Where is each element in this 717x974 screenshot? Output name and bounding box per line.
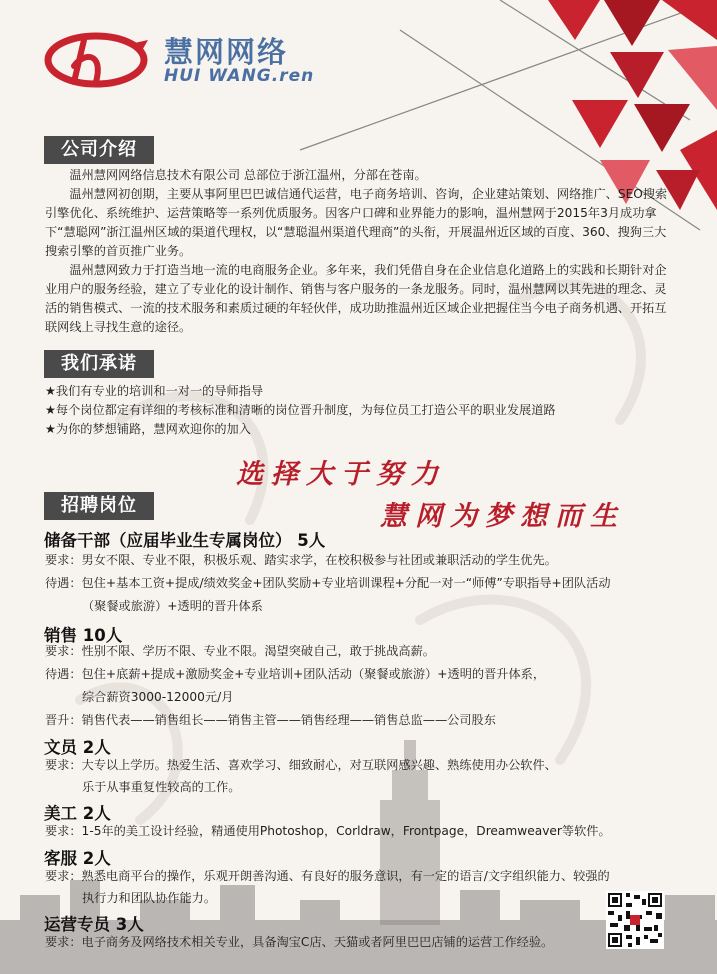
job-sales-requirement: 要求：性别不限、学历不限、专业不限。渴望突破自己，敢于挑战高薪。	[45, 644, 435, 658]
job-title-clerk: 文员 2人	[44, 738, 111, 757]
job-title-sales: 销售 10人	[44, 626, 123, 645]
promise-item-1: ★我们有专业的培训和一对一的导师指导	[45, 384, 264, 398]
job-clerk-requirement-1: 要求：大专以上学历。热爱生活、喜欢学习、细致耐心，对互联网感兴趣、熟练使用办公软件、	[45, 758, 557, 772]
job-reserve-requirement: 要求：男女不限、专业不限，积极乐观、踏实求学，在校积极参与社团或兼职活动的学生优先。	[45, 553, 557, 567]
slogan-line-2: 慧网为梦想而生	[380, 501, 625, 532]
slogan-line-1: 选择大于努力	[236, 459, 446, 490]
job-title-designer: 美工 2人	[44, 804, 111, 823]
intro-text	[45, 166, 675, 337]
job-service-requirement-2: 执行力和团队协作能力。	[82, 891, 217, 905]
job-sales-promotion: 晋升：销售代表——销售组长——销售主管——销售经理——销售总监——公司股东	[45, 713, 496, 727]
job-clerk-requirement-2: 乐于从事重复性较高的工作。	[82, 780, 241, 794]
promise-item-2: ★每个岗位都定有详细的考核标准和清晰的岗位晋升制度，为每位员工打造公平的职业发展道路	[45, 403, 556, 417]
section-heading-intro: 公司介绍	[44, 136, 154, 164]
job-service-requirement-1: 要求：熟悉电商平台的操作，乐观开朗善沟通、有良好的服务意识，有一定的语言/文字组织能力、较强的	[45, 869, 610, 883]
intro-paragraph-2: 温州慧网初创期，主要从事阿里巴巴诚信通代运营，电子商务培训、咨询，企业建站策划、网络推广、SEO搜索引擎优化、系统维护、运营策略等一系列优质服务。因客户口碑和业界能力的影响，温州慧网于2015年3月成功拿下“慧聪网”浙江温州区域的渠道代理权，以“慧聪温州渠道代理商”的头衔，开展温州近区域的百度、360、搜狗三大搜索引擎的首页推广业务。	[45, 187, 668, 258]
job-reserve-benefit-1: 待遇：包住+基本工资+提成/绩效奖金+团队奖励+专业培训课程+分配一对一“师傅”专职指导+团队活动	[45, 576, 611, 590]
job-operations-requirement: 要求：电子商务及网络技术相关专业，具备淘宝C店、天猫或者阿里巴巴店铺的运营工作经验。	[45, 935, 554, 949]
job-reserve-benefit-2: （聚餐或旅游）+透明的晋升体系	[82, 599, 263, 613]
promise-item-3: ★为你的梦想铺路，慧网欢迎你的加入	[45, 422, 251, 436]
company-logo	[44, 18, 344, 98]
qr-code-icon	[606, 891, 664, 949]
job-sales-benefit-1: 待遇：包住+底薪+提成+激励奖金+专业培训+团队活动（聚餐或旅游）+透明的晋升体系，	[45, 667, 546, 681]
job-title-service: 客服 2人	[44, 849, 111, 868]
section-heading-jobs: 招聘岗位	[44, 492, 154, 520]
job-title-reserve: 储备干部（应届毕业生专属岗位） 5人	[44, 531, 326, 550]
intro-paragraph-3: 温州慧网致力于打造当地一流的电商服务企业。多年来，我们凭借自身在企业信息化道路上的实践和长期针对企业用户的服务经验，建立了专业化的设计制作、销售与客户服务的一条龙服务。同时，温州慧网以其先进的理念、灵活的销售模式、一流的技术服务和素质过硬的年轻伙伴，成功助推温州近区域企业把握住当今电子商务机遇、开拓互联网线上寻找生意的途径。	[45, 263, 667, 334]
job-title-operations: 运营专员 3人	[44, 915, 144, 934]
logo-english-name: HUI WANG.ren	[164, 66, 315, 86]
swoosh-h-logo-icon	[44, 26, 154, 92]
job-designer-requirement: 要求：1-5年的美工设计经验，精通使用Photoshop，Corldraw，Frontpage，Dreamweaver等软件。	[45, 824, 611, 838]
job-sales-benefit-2: 综合薪资3000-12000元/月	[82, 690, 234, 704]
intro-paragraph-1: 温州慧网网络信息技术有限公司 总部位于浙江温州，分部在苍南。	[69, 168, 427, 182]
logo-chinese-name: 慧网网络	[164, 35, 289, 69]
section-heading-promise: 我们承诺	[44, 350, 154, 378]
